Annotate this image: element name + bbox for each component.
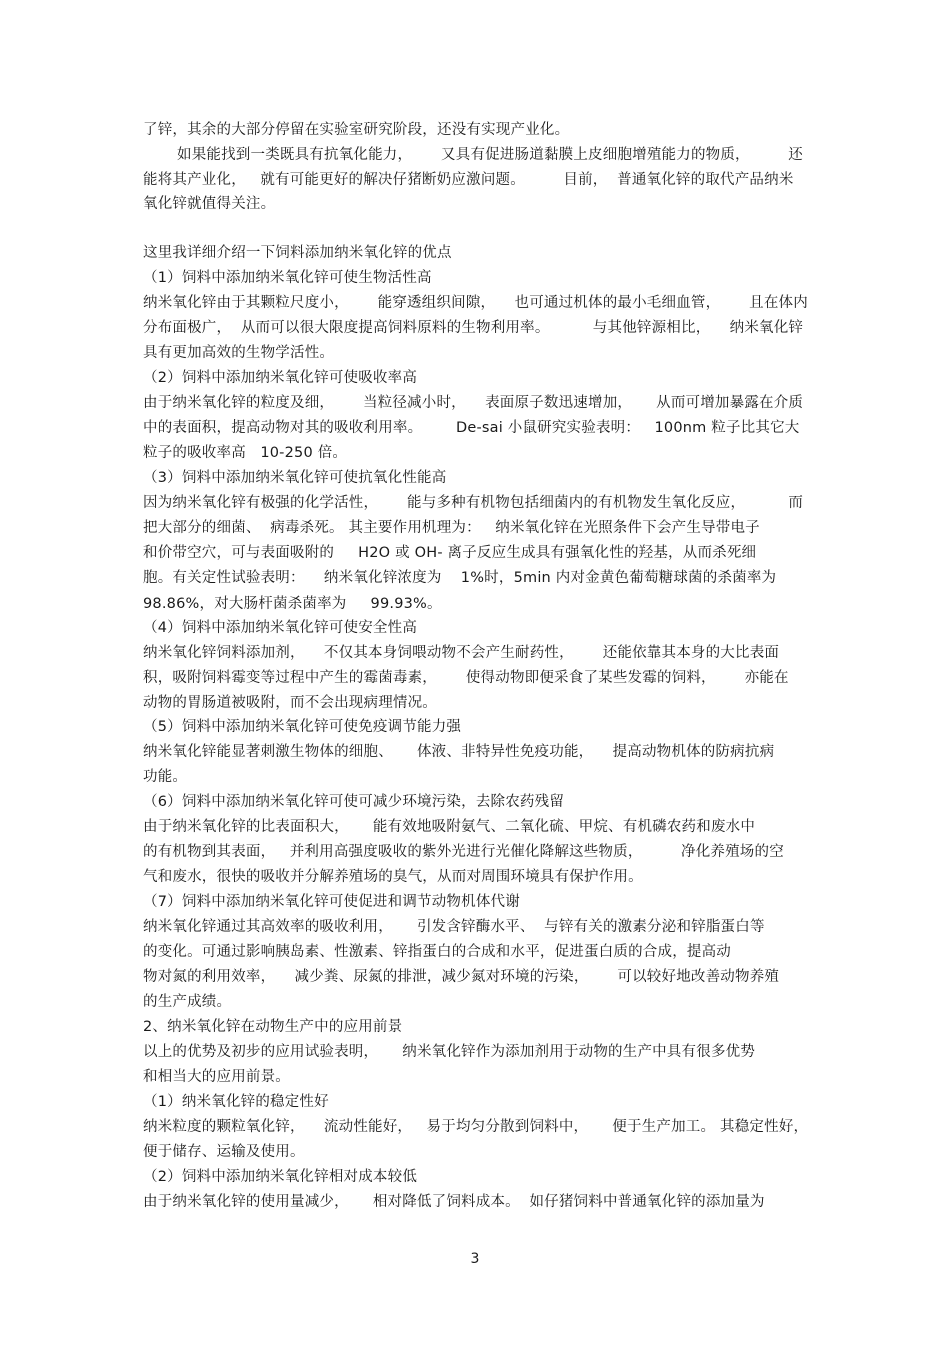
text-line: 具有更加高效的生物学活性。 [143,345,335,361]
section-heading: （5）饲料中添加纳米氧化锌可使免疫调节能力强 [143,719,462,735]
text-line: 由于纳米氧化锌的比表面积大， 能有效地吸附氨气、二氧化硫、甲烷、有机磷农药和废水中 [143,819,756,835]
section-heading: （1）饲料中添加纳米氧化锌可使生物活性高 [143,270,432,286]
text-line: 动物的胃肠道被吸附，而不会出现病理情况。 [143,695,437,711]
text-line: 中的表面积，提高动物对其的吸收利用率。 De-sai 小鼠研究实验表明： 100nm 粒子比其它大 [143,420,800,436]
text-line: 由于纳米氧化锌的使用量减少， 相对降低了饲料成本。 如仔猪饲料中普通氧化锌的添加量为 [143,1194,765,1210]
text-line: 积，吸附饲料霉变等过程中产生的霉菌毒素， 使得动物即便采食了某些发霉的饲料， 亦能在 [143,670,789,686]
text-line: 氧化锌就值得关注。 [143,196,276,212]
text-line: 胞。有关定性试验表明： 纳米氧化锌浓度为 1%时，5min 内对金黄色葡萄糖球菌的杀菌率为 [143,570,777,586]
section-heading: （3）饲料中添加纳米氧化锌可使抗氧化性能高 [143,470,447,486]
text-line: 的生产成绩。 [143,994,232,1010]
text-line: 便于储存、运输及使用。 [143,1144,305,1160]
text-line: 纳米氧化锌通过其高效率的吸收利用， 引发含锌酶水平、 与锌有关的激素分泌和锌脂蛋白等 [143,919,765,935]
text-line: 的变化。可通过影响胰岛素、性激素、锌指蛋白的合成和水平，促进蛋白质的合成，提高动 [143,944,731,960]
text-line: 能将其产业化， 就有可能更好的解决仔猪断奶应激问题。 目前， 普通氧化锌的取代产品纳米 [143,172,794,188]
text-line: 纳米氧化锌饲料添加剂， 不仅其本身饲喂动物不会产生耐药性， 还能依靠其本身的大比表面 [143,645,780,661]
text-line: 这里我详细介绍一下饲料添加纳米氧化锌的优点 [143,245,452,261]
section-heading: （7）饲料中添加纳米氧化锌可使促进和调节动物机体代谢 [143,894,520,910]
text-line: 纳米氧化锌能显著刺激生物体的细胞、 体液、非特异性免疫功能， 提高动物机体的防病抗病 [143,744,775,760]
section-heading: （4）饲料中添加纳米氧化锌可使安全性高 [143,620,418,636]
section-heading: （6）饲料中添加纳米氧化锌可使可减少环境污染，去除农药残留 [143,794,565,810]
text-line: 了锌，其余的大部分停留在实验室研究阶段，还没有实现产业化。 [143,122,570,138]
page-number: 3 [470,1251,480,1267]
text-line: 功能。 [143,769,188,785]
text-line: 把大部分的细菌、 病毒杀死。 其主要作用机理为： 纳米氧化锌在光照条件下会产生导带电子 [143,520,760,536]
text-line: 气和废水，很快的吸收并分解养殖场的臭气，从而对周围环境具有保护作用。 [143,869,643,885]
text-line: 纳米粒度的颗粒氧化锌， 流动性能好， 易于均匀分散到饲料中， 便于生产加工。 其稳定性好， [143,1119,809,1135]
text-line: 98.86%，对大肠杆菌杀菌率为 99.93%。 [143,596,442,612]
text-line: 如果能找到一类既具有抗氧化能力， 又具有促进肠道黏膜上皮细胞增殖能力的物质， 还 [177,147,803,163]
text-line: 纳米氧化锌由于其颗粒尺度小， 能穿透组织间隙， 也可通过机体的最小毛细血管， 且在体内 [143,295,808,311]
section-heading: 2、纳米氧化锌在动物生产中的应用前景 [143,1019,403,1035]
text-line: 以上的优势及初步的应用试验表明， 纳米氧化锌作为添加剂用于动物的生产中具有很多优势 [143,1044,756,1060]
text-line: 和相当大的应用前景。 [143,1069,290,1085]
text-line: 粒子的吸收率高 10-250 倍。 [143,445,348,461]
text-line: 和价带空穴，可与表面吸附的 H2O 或 OH- 离子反应生成具有强氧化性的羟基，从而杀死细 [143,545,757,561]
text-line: 因为纳米氧化锌有极强的化学活性， 能与多种有机物包括细菌内的有机物发生氧化反应， 而 [143,495,804,511]
section-heading: （2）饲料中添加纳米氧化锌相对成本较低 [143,1169,418,1185]
text-line: 分布面极广， 从而可以很大限度提高饲料原料的生物利用率。 与其他锌源相比， 纳米氧化锌 [143,320,804,336]
text-line: 由于纳米氧化锌的粒度及细， 当粒径减小时， 表面原子数迅速增加， 从而可增加暴露在介质 [143,395,804,411]
text-line: 的有机物到其表面， 并利用高强度吸收的紫外光进行光催化降解这些物质， 净化养殖场的空 [143,844,784,860]
section-heading: （1）纳米氧化锌的稳定性好 [143,1094,329,1110]
text-line: 物对氮的利用效率， 减少粪、尿氮的排泄，减少氮对环境的污染， 可以较好地改善动物养殖 [143,969,780,985]
section-heading: （2）饲料中添加纳米氧化锌可使吸收率高 [143,370,418,386]
